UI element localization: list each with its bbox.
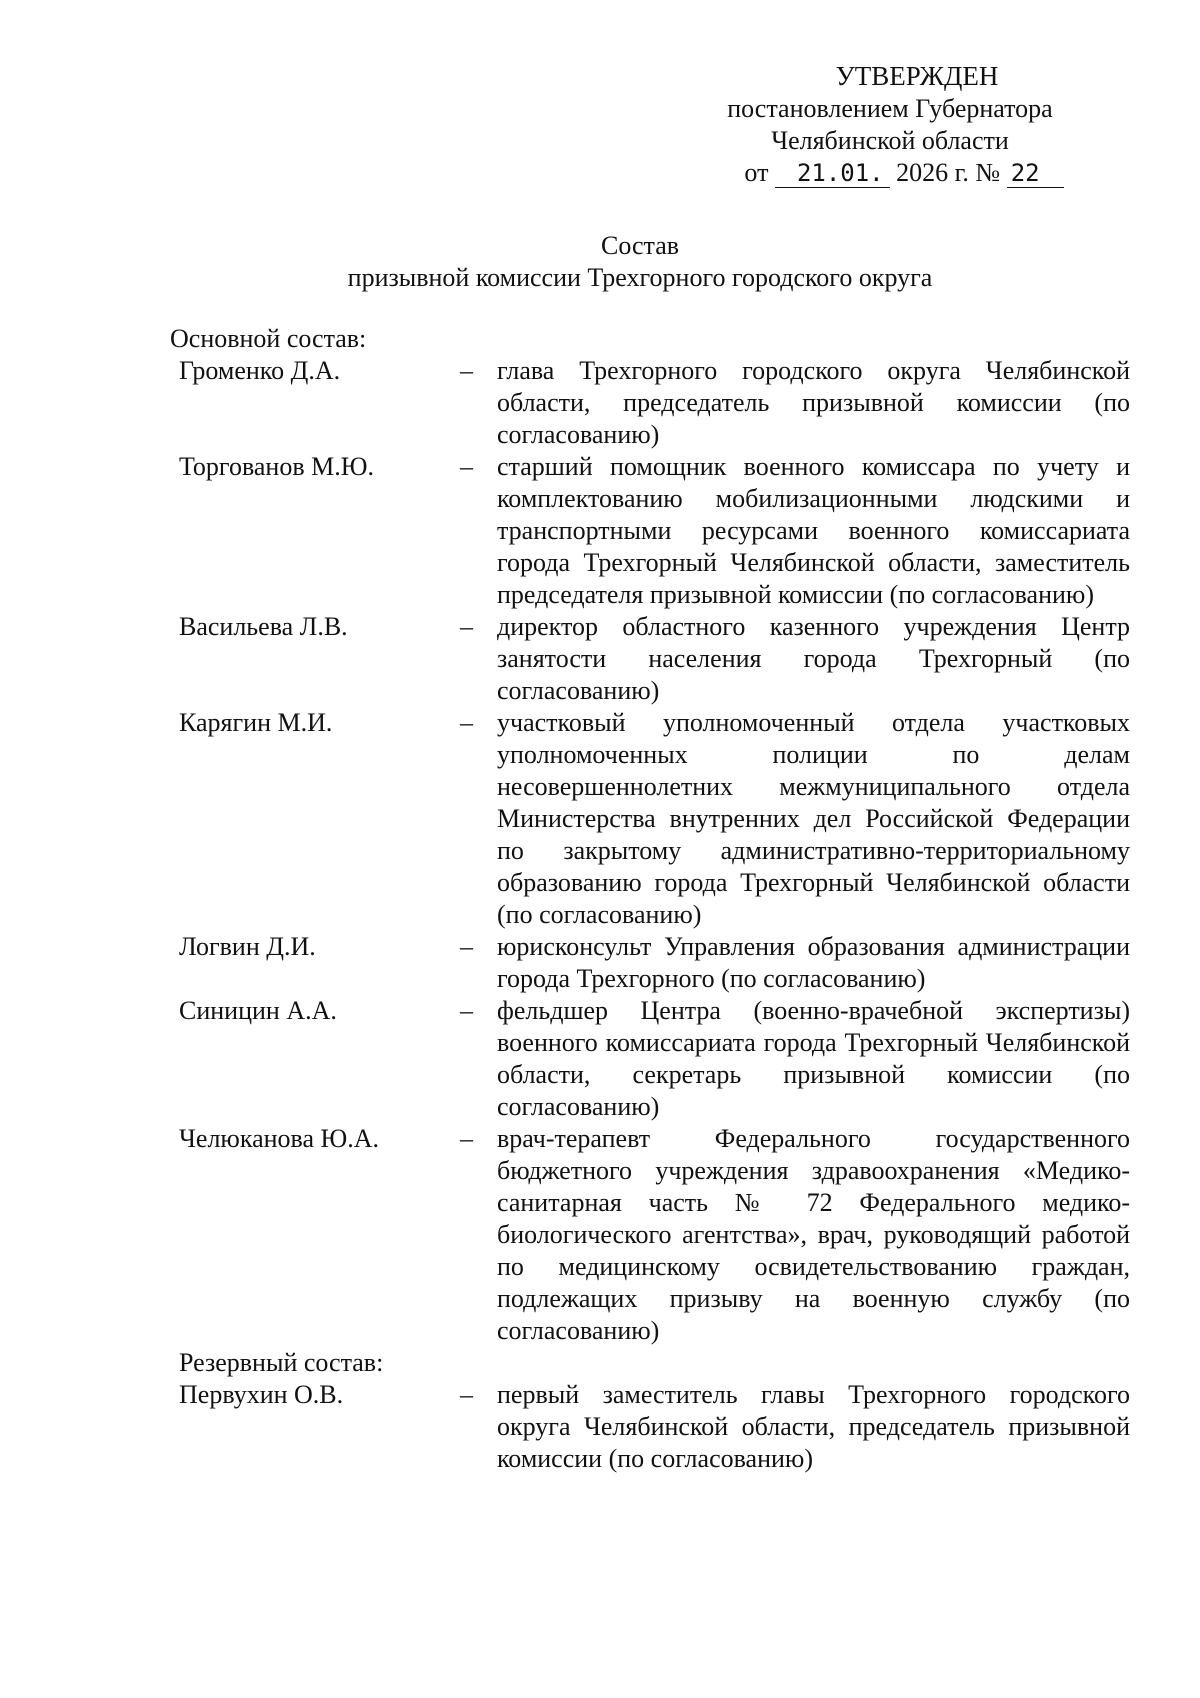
member-dash: –: [460, 996, 473, 1025]
member-name: Синицин А.А.: [179, 996, 337, 1025]
member-role: директор областного казенного учреждения Центр занятости населения города Трехгорный (по согласованию): [497, 612, 1130, 705]
approval-date-line: [668, 157, 1140, 189]
approval-date-value: 21.01.: [775, 159, 890, 188]
member-dash: –: [460, 932, 473, 961]
reserve-section-label: Резервный состав:: [179, 1348, 384, 1377]
member-name: Васильева Л.В.: [179, 612, 348, 641]
member-row: [170, 931, 1130, 995]
member-row: [170, 451, 1130, 611]
member-role: юрисконсульт Управления образования администрации города Трехгорного (по согласованию): [497, 932, 1130, 993]
document-title: [40, 230, 1200, 294]
member-row: [170, 1123, 1130, 1347]
member-dash: –: [460, 452, 473, 481]
member-name: Карягин М.И.: [179, 708, 333, 737]
member-dash: –: [460, 708, 473, 737]
member-row: [170, 995, 1130, 1123]
member-dash: –: [460, 1380, 473, 1409]
commission-composition: [170, 323, 1130, 1475]
date-prefix: от: [744, 158, 769, 187]
member-role: врач-терапевт Федерального государственного бюджетного учреждения здравоохранения «Медико-санитарная часть № 72 Федерального медико-биологического агентства», врач, руководящий работой по медицинскому освидетельствованию граждан, подлежащих призыву на военную службу (по согласованию): [497, 1124, 1130, 1345]
member-role: старший помощник военного комиссара по учету и комплектованию мобилизационными людскими и транспортными ресурсами военного комиссариата города Трехгорный Челябинской области, заместитель председателя призывной комиссии (по согласованию): [497, 452, 1130, 609]
approval-stamp: [640, 60, 1140, 189]
member-row: [170, 355, 1130, 451]
member-role: участковый уполномоченный отдела участковых уполномоченных полиции по делам несовершеннолетних межмуниципального отдела Министерства внутренних дел Российской Федерации по закрытому административно-территориальному образованию города Трехгорный Челябинской области (по согласованию): [497, 708, 1130, 929]
member-row: [170, 707, 1130, 931]
member-row: [170, 611, 1130, 707]
main-section-label: Основной состав:: [170, 324, 367, 353]
approval-title: УТВЕРЖДЕН: [835, 61, 999, 91]
member-name: Первухин О.В.: [179, 1380, 344, 1409]
member-dash: –: [460, 356, 473, 385]
reserve-members-list: [170, 1379, 1130, 1475]
member-name: Челюканова Ю.А.: [179, 1124, 380, 1153]
title-line-2: призывной комиссии Трехгорного городского округа: [347, 263, 933, 292]
approval-line-1: постановлением Губернатора: [727, 94, 1053, 123]
member-name: Торгованов М.Ю.: [179, 452, 374, 481]
approval-line-2: Челябинской области: [771, 126, 1009, 155]
member-row: [170, 1379, 1130, 1475]
date-suffix: 2026 г. №: [896, 158, 1001, 187]
approval-number-value: 22: [1007, 159, 1064, 188]
member-dash: –: [460, 612, 473, 641]
member-name: Громенко Д.А.: [179, 356, 341, 385]
member-role: первый заместитель главы Трехгорного городского округа Челябинской области, председатель призывной комиссии (по согласованию): [497, 1380, 1130, 1473]
member-dash: –: [460, 1124, 473, 1153]
title-line-1: Состав: [600, 231, 680, 260]
member-role: фельдшер Центра (военно-врачебной экспертизы) военного комиссариата города Трехгорный Челябинской области, секретарь призывной комиссии (по согласованию): [497, 996, 1130, 1121]
main-members-list: [170, 355, 1130, 1347]
member-name: Логвин Д.И.: [179, 932, 316, 961]
member-role: глава Трехгорного городского округа Челябинской области, председатель призывной комиссии (по согласованию): [497, 356, 1130, 449]
